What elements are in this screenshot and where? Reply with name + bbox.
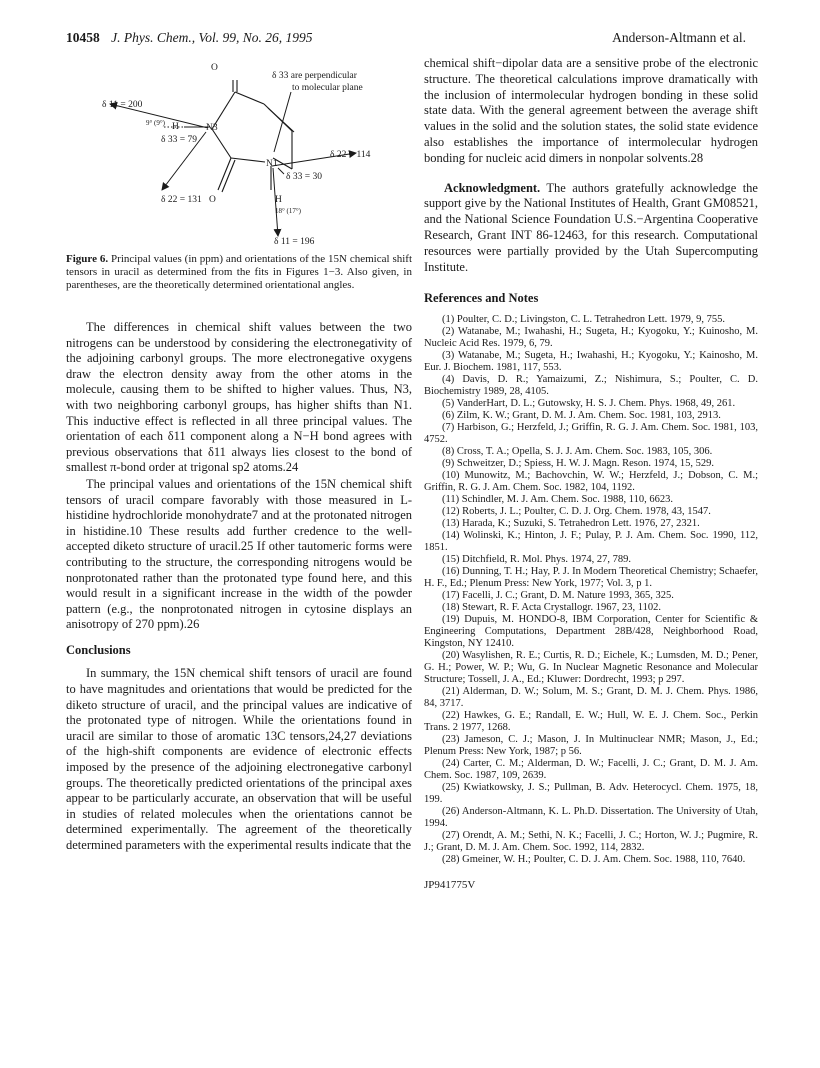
reference-item: (4) Davis, D. R.; Yamaizumi, Z.; Nishimura, S.; Poulter, C. D. Biochemistry 1989, 28, 4105. <box>424 374 758 398</box>
caption-text: Principal values (in ppm) and orientations of the 15N chemical shift tensors in uracil as determined from the fits in Figures 1−3. Also given, in parentheses, are the theoretically determined orientational angles. <box>66 253 413 291</box>
figure-6-uracil-structure <box>66 56 416 248</box>
pointer-perpendicular <box>274 92 291 152</box>
label-h-n3: H <box>172 122 179 132</box>
reference-item: (28) Gmeiner, W. H.; Poulter, C. D. J. Am. Chem. Soc. 1988, 110, 7640. <box>442 854 746 866</box>
manuscript-code: JP941775V <box>424 879 476 892</box>
page-number: 10458 <box>66 30 100 45</box>
label-perpendicular-note-2: to molecular plane <box>292 83 363 93</box>
reference-item: (21) Alderman, D. W.; Solum, M. S.; Grant, D. M. J. Chem. Phys. 1986, 84, 3717. <box>424 686 758 710</box>
reference-item: (6) Zilm, K. W.; Grant, D. M. J. Am. Chem. Soc. 1981, 103, 2913. <box>442 410 721 422</box>
acknowledgment <box>424 181 758 276</box>
reference-item: (14) Wolinski, K.; Hinton, J. F.; Pulay, P. J. Am. Chem. Soc. 1990, 112, 1851. <box>424 530 758 554</box>
running-header-left <box>66 30 313 46</box>
reference-item: (26) Anderson-Altmann, K. L. Ph.D. Dissertation. The University of Utah, 1994. <box>424 806 758 830</box>
label-n3: N3 <box>206 123 218 133</box>
pointer-d33-30 <box>278 168 284 174</box>
label-n1: N1 <box>266 159 278 169</box>
reference-item: (16) Dunning, T. H.; Hay, P. J. In Modern Theoretical Chemistry; Schaefer, H. F., Ed.; Plenum Press: New York, 1977; Vol. 3, p 1. <box>424 566 758 590</box>
reference-item: (27) Orendt, A. M.; Sethi, N. K.; Facelli, J. C.; Horton, W. J.; Pugmire, R. J.; Grant, D. M. J. Am. Chem. Soc. 1992, 114, 2832. <box>424 830 758 854</box>
reference-item: (17) Facelli, J. C.; Grant, D. M. Nature 1993, 365, 325. <box>442 590 674 602</box>
label-o2: O <box>209 195 216 205</box>
paragraph-principal-values: The principal values and orientations of the 15N chemical shift tensors of uracil compare favorably with those measured in L-histidine hydrochloride monohydrate7 and at the protonated nitrogen in histidine.10 These results add further credence to the well-accepted diketo structure of uracil.25 If other tautomeric forms were contributing to the structure, the corresponding nitrogens would be nonprotonated rather than the protonated type found here, and this would result in a significant increase in the width of the powder pattern (e.g., the nonprotonated nitrogen in cytosine displays an anisotropy of 270 ppm).26 <box>66 476 412 632</box>
reference-item: (22) Hawkes, G. E.; Randall, E. W.; Hull, W. E. J. Chem. Soc., Perkin Trans. 2 1977, 1268. <box>424 710 758 734</box>
reference-item: (11) Schindler, M. J. Am. Chem. Soc. 1988, 110, 6623. <box>442 494 673 506</box>
reference-item: (15) Ditchfield, R. Mol. Phys. 1974, 27, 789. <box>442 554 631 566</box>
figure-caption <box>66 253 412 292</box>
label-perpendicular-note: δ 33 are perpendicular <box>272 71 357 81</box>
references-heading: References and Notes <box>424 291 539 306</box>
label-h-n1: H <box>275 195 282 205</box>
reference-item: (12) Roberts, J. L.; Poulter, C. D. J. Org. Chem. 1978, 43, 1547. <box>442 506 711 518</box>
reference-item: (25) Kwiatkowsky, J. S.; Pullman, B. Adv. Heterocycl. Chem. 1975, 18, 199. <box>424 782 758 806</box>
paragraph-chemical-shift-differences: The differences in chemical shift values between the two nitrogens can be understood by considering the electronegativity of the adjoining carbonyl groups. The more electronegative oxygens draw the electron density away from the other atoms in the molecule, causing them to be shifted to higher values. Thus, N3, with two neighboring carbonyl groups, has higher shifts than N1. This inductive effect is reflected in all three principal values. The orientation of each δ11 component along a N−H bond agrees with previous observations that δ11 always lies closest to the bond of smallest π-bond order at trigonal sp2 atoms.24 <box>66 320 412 475</box>
label-o4: O <box>211 63 218 73</box>
conclusions-heading: Conclusions <box>66 642 131 657</box>
label-d22-114: δ 22 = 114 <box>330 150 371 160</box>
reference-item: (7) Harbison, G.; Herzfeld, J.; Griffin, R. G. J. Am. Chem. Soc. 1981, 103, 4752. <box>424 422 758 446</box>
running-header-authors: Anderson-Altmann et al. <box>612 30 746 45</box>
reference-item: (5) VanderHart, D. L.; Gutowsky, H. S. J. Chem. Phys. 1968, 49, 261. <box>442 398 736 410</box>
label-d33-30: δ 33 = 30 <box>286 172 322 182</box>
label-d33-79: δ 33 = 79 <box>161 135 197 145</box>
paragraph-conclusions: In summary, the 15N chemical shift tensors of uracil are found to have magnitudes and orientations that would be predicted for the diketo structure of uracil, and the principal values are indicative of the protonated type of nitrogen. While the orientations found in uracil are similar to those of aromatic 13C tensors,24,27 deviations of the high-shift components are evidence of electronic effects imposed by the presence of the adjoining electronegative carbonyl groups. The theoretically predicted orientations of the principal axes appear to be particularly accurate, an observation that will be useful in studies of related molecules when the orientations cannot be determined experimentally. The agreement of the theoretically determined parameters with the experimental results indicate that the <box>66 666 412 852</box>
acknowledgment-text: The authors gratefully acknowledge the support give by the National Institutes of Health, Grant GM08521, and the National Science Foundation U.S.−Argentina Cooperative Research, Grant INT 86-12463, for this research. Computational resources were partially provided by the Utah Supercomputing Institute. <box>424 180 758 274</box>
reference-item: (2) Watanabe, M.; Iwahashi, H.; Sugeta, H.; Kyogoku, Y.; Kuinosho, M. Nucleic Acid Res. 1979, 6, 79. <box>424 326 758 350</box>
right-column <box>424 56 758 894</box>
reference-item: (13) Harada, K.; Suzuki, S. Tetrahedron Lett. 1976, 27, 2321. <box>442 518 700 530</box>
reference-item: (20) Wasylishen, R. E.; Curtis, R. D.; Eichele, K.; Lumsden, M. D.; Pener, G. H.; Power, W. P.; Wu, G. In Nuclear Magnetic Resonance and Molecular Structure; Tossell, J. A., Ed.; Kluwer: Dordrecht, 1993; p 297. <box>424 650 758 686</box>
label-d11-196: δ 11 = 196 <box>274 237 315 247</box>
reference-item: (18) Stewart, R. F. Acta Crystallogr. 1967, 23, 1102. <box>442 602 661 614</box>
label-angle-n1: 18° (17°) <box>275 207 302 215</box>
reference-item: (3) Watanabe, M.; Sugeta, H.; Iwahashi, H.; Kyogoku, Y.; Kainosho, M. Eur. J. Biochem. 1981, 117, 553. <box>424 350 758 374</box>
paragraph-continued: chemical shift−dipolar data are a sensitive probe of the electronic structure. The theoretical calculations improve dramatically with the inclusion of intermolecular hydrogen bonding in these solid state data. With the general agreement between the average shift values in the solid and the solution states, the solid state evidence also establishes the importance of intermolecular hydrogen bonding for nucleic acid dimers in nonpolar solvents.28 <box>424 56 758 165</box>
reference-item: (9) Schweitzer, D.; Spiess, H. W. J. Magn. Reson. 1974, 15, 529. <box>442 458 714 470</box>
label-d22-131: δ 22 = 131 <box>161 195 202 205</box>
reference-item: (24) Carter, C. M.; Alderman, D. W.; Facelli, J. C.; Grant, D. M. J. Am. Chem. Soc. 1987, 109, 2639. <box>424 758 758 782</box>
left-column <box>66 320 412 855</box>
journal-citation: J. Phys. Chem., Vol. 99, No. 26, 1995 <box>111 30 313 45</box>
reference-item: (19) Dupuis, M. HONDO-8, IBM Corporation, Center for Scientific & Engineering Computations, Department 28B/428, Neighborhood Road, Kingston, NY 12410. <box>424 614 758 650</box>
reference-item: (23) Jameson, C. J.; Mason, J. In Multinuclear NMR; Mason, J., Ed.; Plenum Press: New York, 1987; p 56. <box>424 734 758 758</box>
reference-item: (10) Munowitz, M.; Bachovchin, W. W.; Herzfeld, J.; Dobson, C. M.; Griffin, R. G. J. Am. Chem. Soc. 1982, 104, 1192. <box>424 470 758 494</box>
caption-label: Figure 6. <box>66 253 109 265</box>
reference-item: (1) Poulter, C. D.; Livingston, C. L. Tetrahedron Lett. 1979, 9, 755. <box>442 314 725 326</box>
references-list <box>424 314 758 866</box>
acknowledgment-title: Acknowledgment. <box>444 180 541 195</box>
label-d11-200: δ 11 = 200 <box>102 100 143 110</box>
label-angle-n3: 9° (9°) <box>146 119 166 127</box>
reference-item: (8) Cross, T. A.; Opella, S. J. J. Am. Chem. Soc. 1983, 105, 306. <box>442 446 713 458</box>
